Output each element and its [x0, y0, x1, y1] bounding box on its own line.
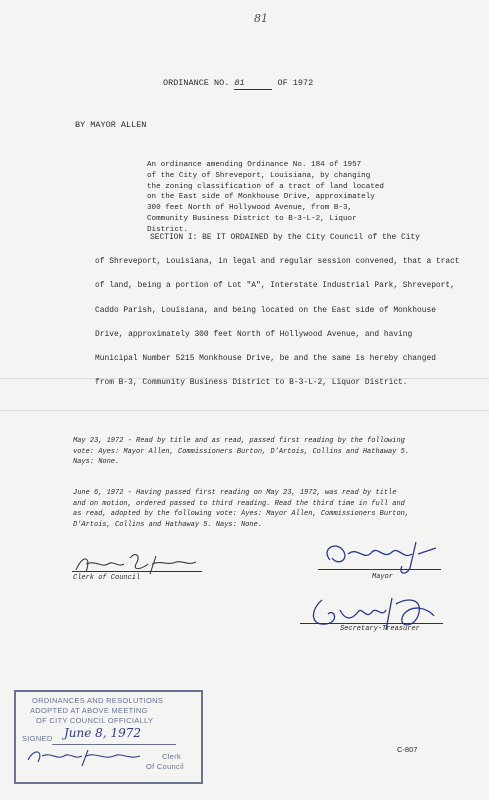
adoption-stamp: ORDINANCES AND RESOLUTIONS ADOPTED AT ABOVE MEETING OF CITY COUNCIL OFFICIALLY SIGNED June 8, 1972 Clerk Of Council: [14, 690, 203, 784]
section-line: from B-3, Community Business District to B-3-L-2, Liquor District.: [95, 378, 408, 388]
reading-line: as read, adopted by the following vote: Ayes: Mayor Allen, Commissioners Burton,: [73, 510, 410, 518]
reading-line: May 23, 1972 - Read by title and as read, passed first reading by the following: [73, 437, 405, 445]
clerk-label: Clerk of Council: [73, 574, 141, 582]
stamp-clerk-signature: [24, 744, 154, 768]
summary-line: 300 feet North of Hollywood Avenue, from B-3,: [147, 204, 353, 213]
reading-line: and on motion, ordered passed to third reading. Read the third time in full and: [73, 499, 405, 508]
section-line: of Shreveport, Louisiana, in legal and regular session convened, that a tract: [95, 257, 460, 267]
section-line: Drive, approximately 300 feet North of Hollywood Avenue, and having: [95, 329, 413, 339]
stamp-date-handwritten: June 8, 1972: [64, 726, 141, 740]
page-number-handwritten: 81: [254, 12, 268, 25]
summary-line: on the East side of Monkhouse Drive, approximately: [147, 193, 375, 202]
summary-line: District.: [147, 225, 189, 234]
reading-line: Nays: None.: [73, 458, 120, 466]
form-code: C-807: [397, 745, 418, 754]
summary-line: Community Business District to B-3-L-2, Liquor: [147, 215, 357, 223]
author-line: BY MAYOR ALLEN: [75, 120, 147, 130]
section-line: of land, being a portion of Lot "A", Interstate Industrial Park, Shreveport,: [95, 281, 455, 291]
section-line: Caddo Parish, Louisiana, and being located on the East side of Monkhouse: [95, 305, 436, 315]
secretary-treasurer-label: Secretary-Treasurer: [340, 625, 420, 633]
mayor-label: Mayor: [372, 573, 394, 581]
reading-line: D'Artois, Collins and Hathaway 5. Nays: None.: [73, 520, 263, 529]
mayor-signature: [318, 538, 443, 578]
mayor-signature-line: [318, 569, 441, 570]
fold-line: [0, 410, 489, 411]
summary-line: of the City of Shreveport, Louisiana, by changing: [147, 171, 371, 180]
reading-line: vote: Ayes: Mayor Allen, Commissioners Burton, D'Artois, Collins and Hathaway 5.: [73, 447, 410, 456]
reading-line: June 6, 1972 - Having passed first reading on May 23, 1972, was read by title: [73, 489, 397, 497]
section-line: SECTION I: BE IT ORDAINED by the City Council of the City: [150, 233, 420, 242]
secretary-treasurer-signature-line: [300, 623, 443, 624]
ordinance-heading: ORDINANCE NO. 81 OF 1972: [163, 78, 314, 88]
summary-line: An ordinance amending Ordinance No. 184 of 1957: [147, 161, 362, 169]
clerk-signature-line: [72, 571, 202, 572]
summary-line: the zoning classification of a tract of land located: [147, 182, 384, 191]
section-line: Municipal Number 5215 Monkhouse Drive, be and the same is hereby changed: [95, 354, 436, 363]
ordinance-number: 81: [234, 78, 272, 90]
